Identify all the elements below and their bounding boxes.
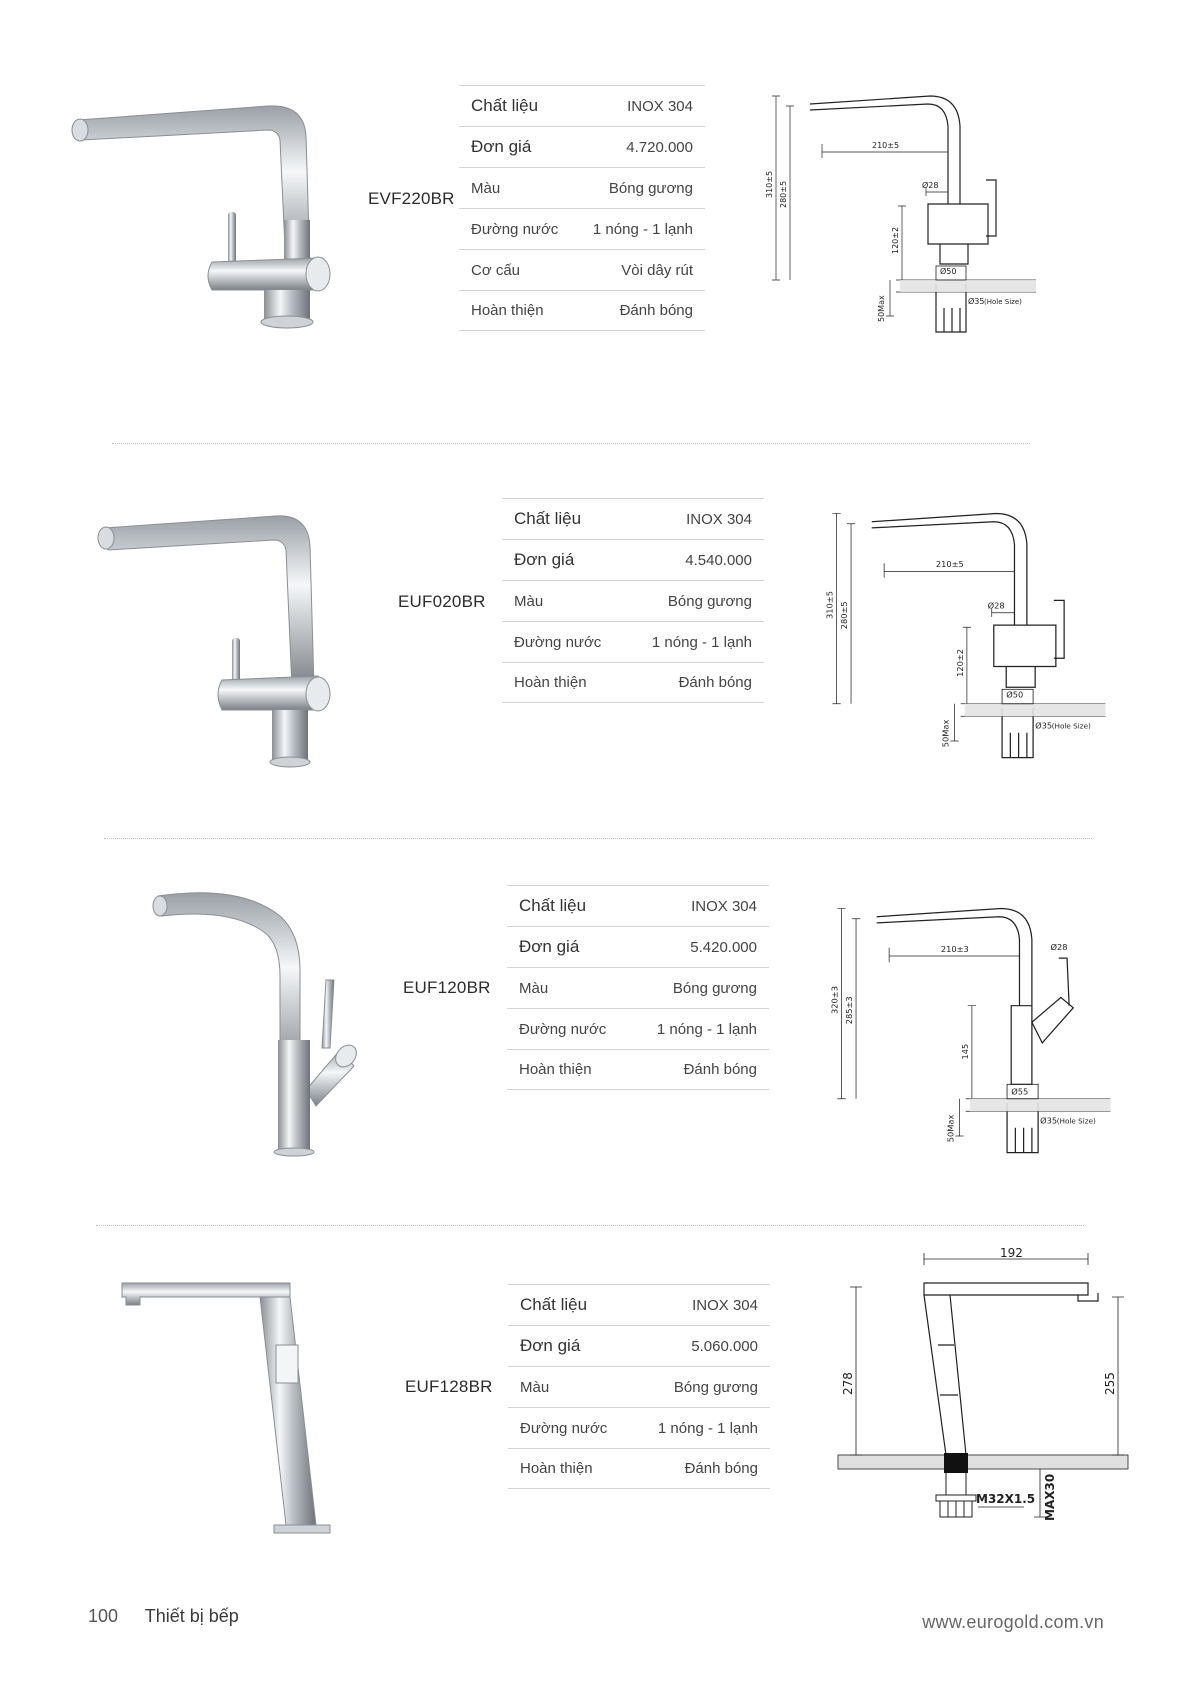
spec-label: Chất liệu — [519, 896, 587, 915]
spec-label: Đường nước — [514, 633, 602, 651]
spec-value: Bóng gương — [608, 179, 693, 197]
spec-value: Bóng gương — [673, 1378, 758, 1396]
spec-label: Hoàn thiện — [520, 1460, 593, 1477]
spec-label: Đơn giá — [519, 937, 580, 956]
spec-row — [459, 85, 705, 126]
spec-table — [508, 1284, 770, 1489]
faucet-image — [150, 880, 370, 1160]
spec-value: INOX 304 — [627, 97, 693, 115]
spec-row — [502, 662, 764, 703]
section-divider — [96, 1225, 1084, 1226]
drawing-dim: 310±5 — [824, 590, 835, 619]
drawing-dim: 192 — [1000, 1246, 1023, 1260]
drawing-dim: 310±5 — [765, 170, 774, 198]
spec-label: Màu — [520, 1378, 550, 1396]
drawing-dim: 280±5 — [779, 180, 788, 208]
section-title: Thiết bị bếp — [144, 1606, 239, 1626]
spec-row — [508, 1284, 770, 1325]
spec-row — [507, 967, 769, 1008]
drawing-dim: 50Max — [877, 295, 886, 322]
drawing-dim: MAX30 — [1043, 1473, 1057, 1521]
drawing-dim: 210±5 — [935, 559, 964, 570]
spec-label: Hoàn thiện — [519, 1061, 592, 1078]
spec-row — [459, 290, 705, 331]
spec-table — [459, 85, 705, 331]
technical-drawing — [828, 1245, 1138, 1535]
spec-row — [508, 1407, 770, 1448]
drawing-dim: 120±2 — [891, 226, 900, 254]
spec-value: INOX 304 — [692, 1296, 758, 1314]
spec-row — [502, 539, 764, 580]
spec-row — [507, 885, 769, 926]
spec-label: Chất liệu — [520, 1295, 588, 1314]
spec-value: 4.720.000 — [626, 138, 693, 156]
drawing-dim: Ø28 — [922, 181, 939, 190]
spec-label: Chất liệu — [471, 96, 539, 115]
drawing-dim: 320±3 — [829, 985, 840, 1014]
spec-label: Hoàn thiện — [514, 674, 587, 691]
spec-row — [502, 580, 764, 621]
spec-row — [507, 1008, 769, 1049]
faucet-image — [96, 508, 366, 773]
spec-table — [507, 885, 769, 1090]
spec-value: 5.060.000 — [691, 1337, 758, 1355]
drawing-dim: 145 — [959, 1043, 970, 1060]
drawing-dim: (Hole Size) — [1051, 721, 1091, 731]
spec-row — [459, 126, 705, 167]
model-code: EUF020BR — [398, 592, 486, 611]
drawing-dim: Ø35 — [1040, 1115, 1058, 1126]
spec-value: Bóng gương — [672, 979, 757, 997]
spec-label: Đơn giá — [514, 550, 575, 569]
spec-row — [508, 1325, 770, 1366]
section-divider — [112, 443, 1030, 444]
drawing-dim: Ø55 — [1011, 1086, 1029, 1097]
spec-row — [507, 1049, 769, 1090]
spec-label: Chất liệu — [514, 509, 582, 528]
drawing-dim: 50Max — [945, 1114, 956, 1143]
drawing-dim: Ø50 — [1006, 689, 1024, 700]
spec-value: 4.540.000 — [685, 551, 752, 569]
spec-label: Màu — [519, 979, 549, 997]
spec-row — [459, 208, 705, 249]
technical-drawing — [760, 86, 1050, 341]
page-footer-left — [88, 1606, 239, 1627]
drawing-dim: Ø50 — [940, 267, 957, 276]
spec-value: Đánh bóng — [684, 1460, 758, 1477]
faucet-image — [68, 100, 358, 360]
spec-row — [508, 1448, 770, 1489]
drawing-dim: (Hole Size) — [984, 298, 1022, 306]
spec-value: Đánh bóng — [619, 302, 693, 319]
spec-row — [502, 498, 764, 539]
website-link[interactable]: www.eurogold.com.vn — [922, 1612, 1104, 1632]
spec-value: Đánh bóng — [678, 674, 752, 691]
drawing-dim: 255 — [1103, 1372, 1117, 1395]
model-code: EVF220BR — [368, 189, 455, 208]
page-number: 100 — [88, 1606, 119, 1626]
spec-label: Đường nước — [519, 1020, 607, 1038]
spec-row — [459, 249, 705, 290]
spec-value: Đánh bóng — [683, 1061, 757, 1078]
spec-label: Đơn giá — [520, 1336, 581, 1355]
spec-value: 1 nóng - 1 lạnh — [657, 1419, 758, 1437]
drawing-dim: 285±3 — [843, 996, 854, 1025]
spec-value: Bóng gương — [667, 592, 752, 610]
faucet-image — [120, 1275, 340, 1537]
drawing-dim: 120±2 — [954, 648, 965, 677]
spec-label: Màu — [471, 179, 501, 197]
spec-label: Đơn giá — [471, 137, 532, 156]
spec-row — [459, 167, 705, 208]
spec-row — [502, 621, 764, 662]
model-code: EUF128BR — [405, 1377, 493, 1396]
spec-value: 1 nóng - 1 lạnh — [656, 1020, 757, 1038]
model-code: EUF120BR — [403, 978, 491, 997]
drawing-dim: 280±5 — [838, 601, 849, 630]
drawing-dim: 210±3 — [940, 943, 969, 954]
spec-table — [502, 498, 764, 703]
technical-drawing — [820, 500, 1120, 770]
drawing-dim: M32X1.5 — [976, 1492, 1036, 1506]
drawing-dim: Ø35 — [968, 297, 985, 306]
technical-drawing — [825, 895, 1125, 1165]
spec-value: Vòi dây rút — [621, 261, 693, 279]
drawing-dim: Ø28 — [987, 600, 1005, 611]
drawing-dim: 50Max — [940, 719, 951, 748]
drawing-dim: 278 — [841, 1372, 855, 1395]
spec-row — [507, 926, 769, 967]
spec-label: Đường nước — [520, 1419, 608, 1437]
section-divider — [104, 838, 1092, 839]
spec-label: Cơ cấu — [471, 261, 521, 279]
drawing-dim: 210±5 — [872, 141, 900, 150]
drawing-dim: Ø28 — [1050, 941, 1068, 952]
spec-value: INOX 304 — [691, 897, 757, 915]
spec-value: 1 nóng - 1 lạnh — [592, 220, 693, 238]
drawing-dim: Ø35 — [1035, 720, 1053, 731]
spec-label: Đường nước — [471, 220, 559, 238]
spec-row — [508, 1366, 770, 1407]
drawing-dim: (Hole Size) — [1056, 1116, 1096, 1126]
spec-label: Hoàn thiện — [471, 302, 544, 319]
spec-value: INOX 304 — [686, 510, 752, 528]
spec-label: Màu — [514, 592, 544, 610]
spec-value: 1 nóng - 1 lạnh — [651, 633, 752, 651]
spec-value: 5.420.000 — [690, 938, 757, 956]
